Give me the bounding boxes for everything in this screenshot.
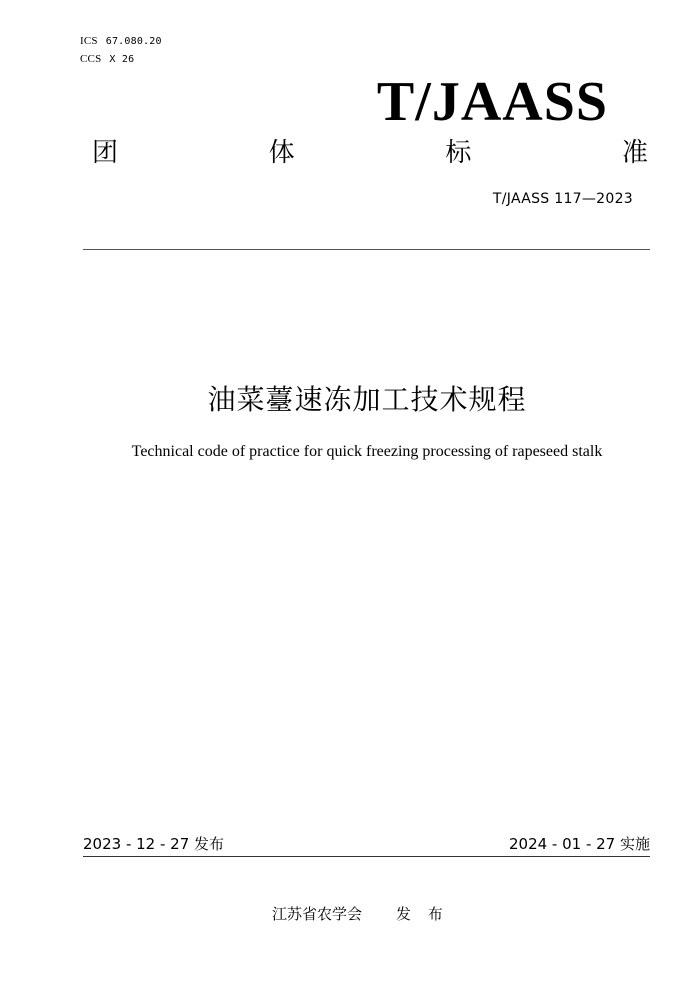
publisher-line <box>272 904 449 924</box>
title-chinese: 油菜薹速冻加工技术规程 <box>207 383 527 416</box>
standard-type-char: 标 <box>445 138 472 168</box>
standard-type-char: 准 <box>621 138 648 168</box>
implementation-date: 2024 - 01 - 27 实施 <box>508 835 650 853</box>
standard-type <box>92 136 648 170</box>
publisher-name: 江苏省农学会 <box>272 905 363 923</box>
standard-number: T/JAASS 117—2023 <box>492 191 633 207</box>
issue-date: 2023 - 12 - 27 发布 <box>83 835 225 853</box>
ics-classification <box>80 35 162 47</box>
organization-logo: T/JAASS <box>376 71 608 133</box>
title-english: Technical code of practice for quick freezing processing of rapeseed stalk <box>131 443 603 460</box>
standard-type-char: 体 <box>268 138 295 168</box>
ccs-label: CCS <box>80 53 102 65</box>
ics-code: 67.080.20 <box>105 36 162 47</box>
publish-verb: 发 布 <box>396 905 449 923</box>
ccs-code: X 26 <box>109 54 135 65</box>
header-divider <box>83 249 650 250</box>
ics-label: ICS <box>80 35 98 47</box>
standard-type-char: 团 <box>92 138 119 168</box>
ccs-classification <box>80 53 134 65</box>
footer-divider <box>83 856 650 857</box>
